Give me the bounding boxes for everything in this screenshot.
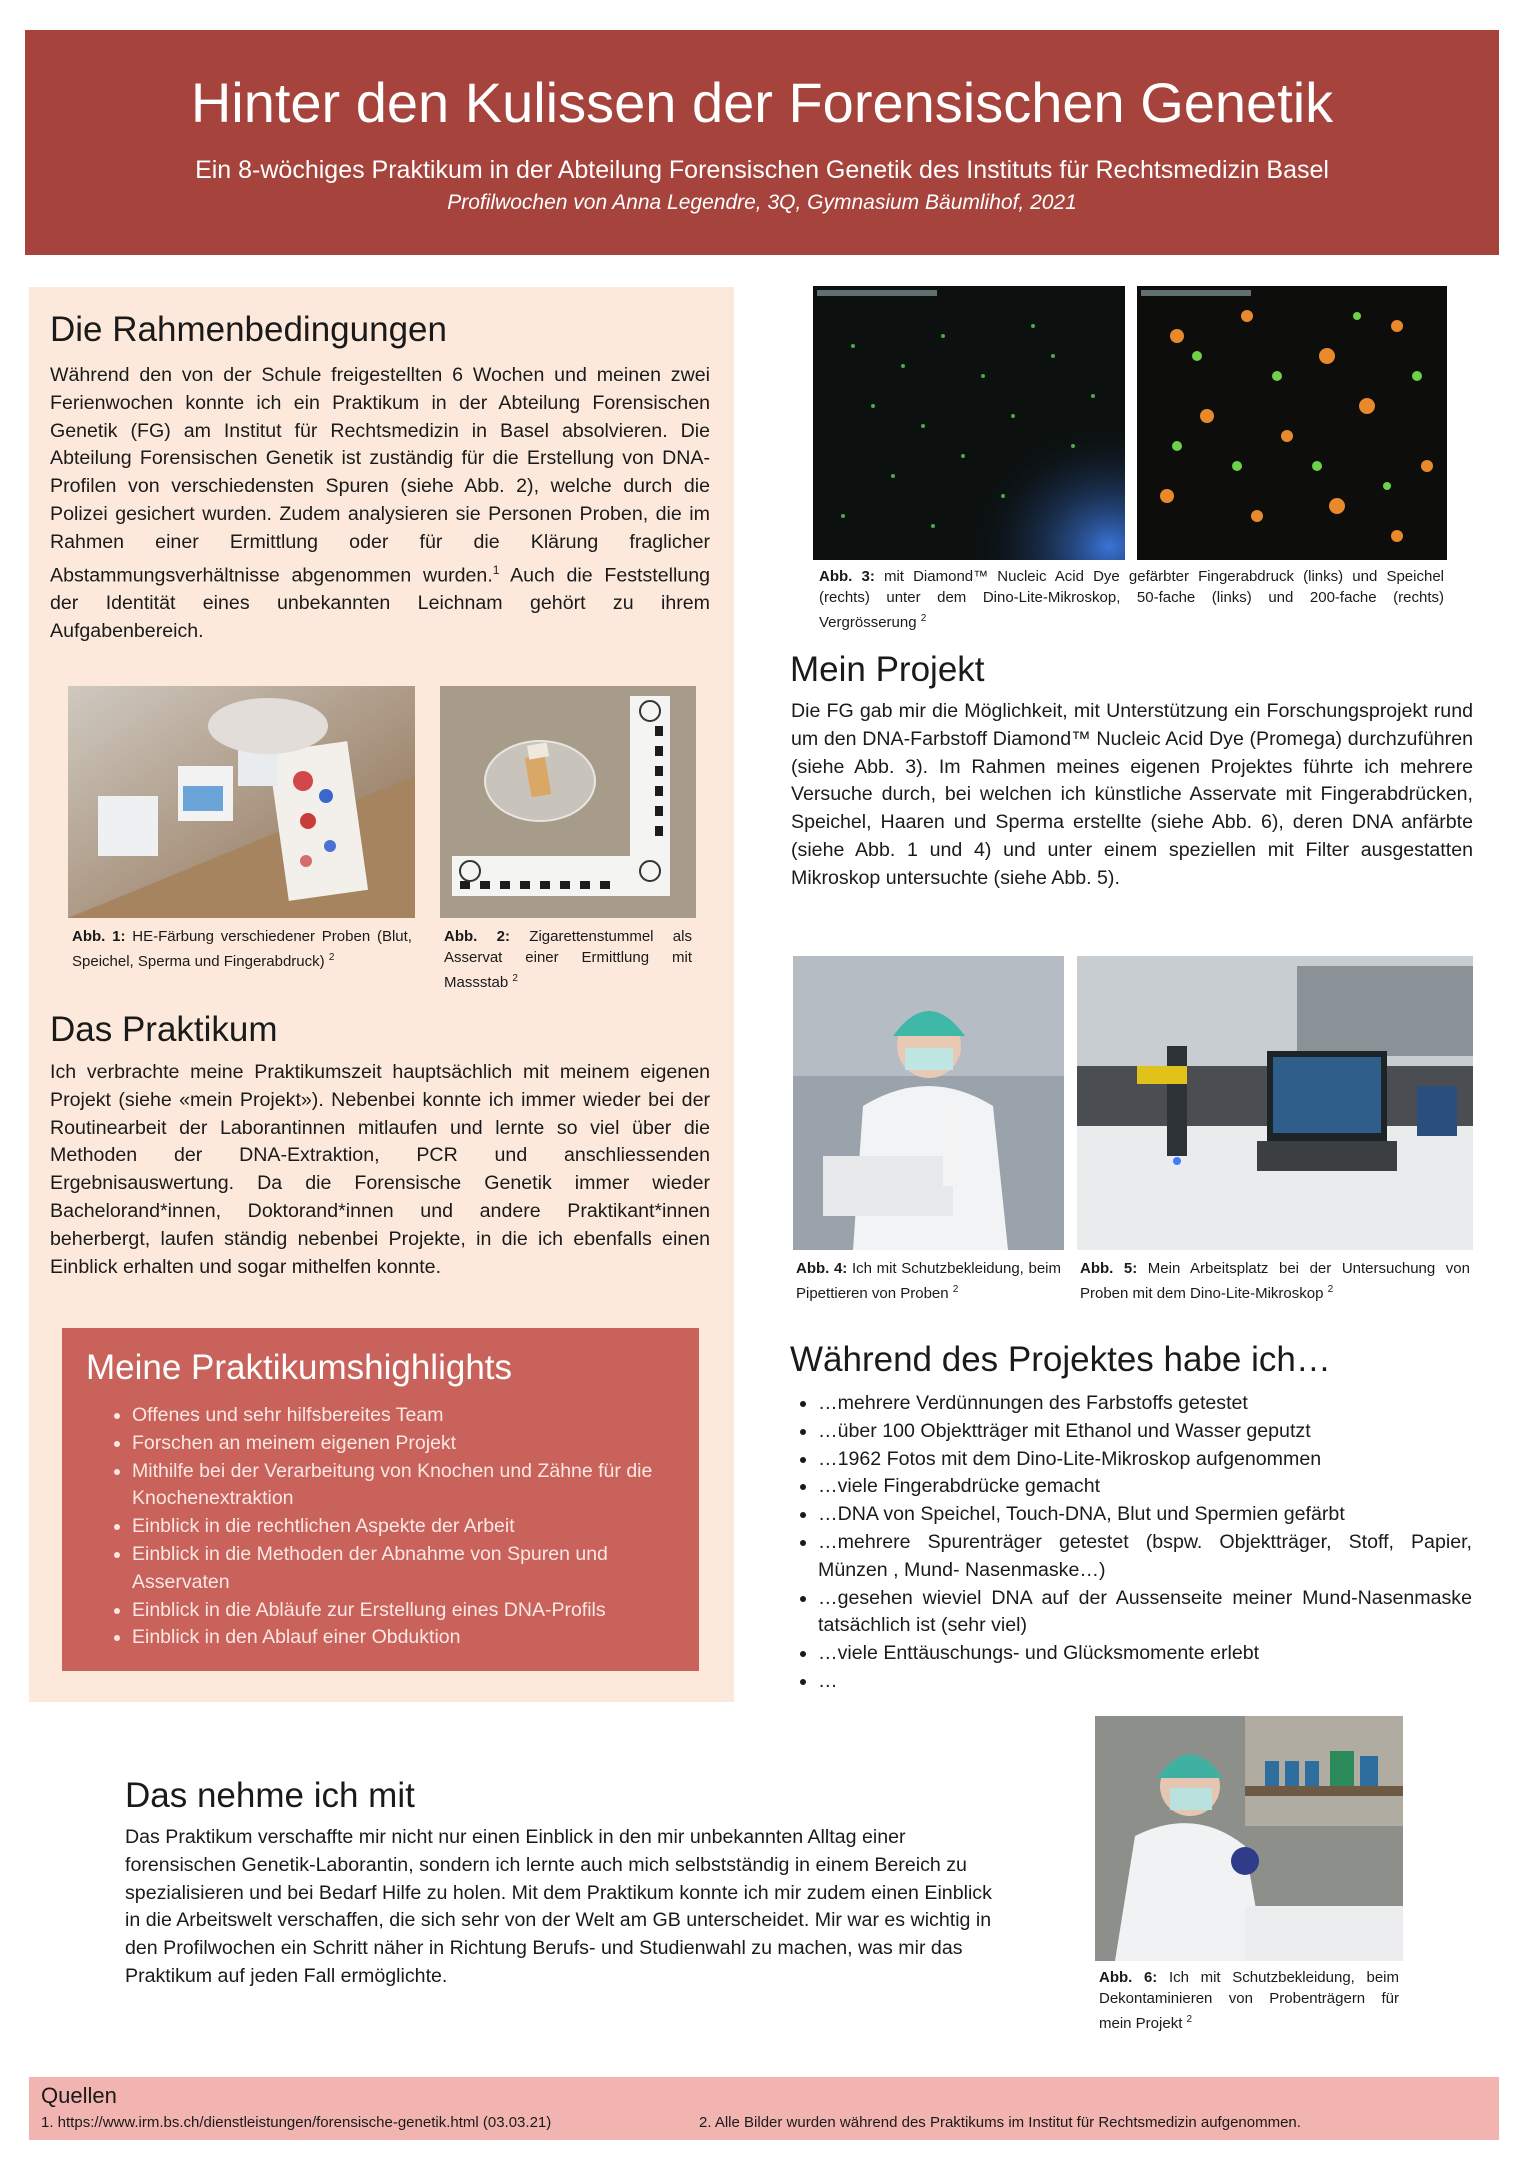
fig2-caption: Abb. 2: Zigarettenstummel als Asservat einer Ermittlung mit Massstab $^2$: [444, 928, 692, 991]
fig1-caption: Abb. 1: HE-Färbung verschiedener Proben (Blut, Speichel, Sperma und Fingerabdruck) $^2$: [72, 928, 412, 970]
fig5-caption: Abb. 5: Mein Arbeitsplatz bei der Untersuchung von Proben mit dem Dino-Lite-Mikroskop $^2$: [1080, 1260, 1470, 1302]
mitnehmen-text: Das Praktikum verschaffte mir nicht nur einen Einblick in den mir unbekannten Alltag einer forensischen Genetik-Laborantin, sondern ich lernte auch mich selbstständig in einem Bereich zu spezialisieren und bei Bedarf Hilfe zu holen. Mit dem Praktikum konnte ich mir zudem einen Einblick in die Arbeitswelt verschaffen, die sich sehr von der Welt am GB unterscheidet. Mir war es wichtig in den Profilwochen ein Schritt näher in Richtung Berufs- und Studienwahl zu machen, was mir das Praktikum auf jeden Fall ermöglichte.: [125, 1826, 992, 1987]
fig5-photo: [1077, 956, 1473, 1250]
poster-byline: Profilwochen von Anna Legendre, 3Q, Gymnasium Bäumlihof, 2021: [447, 190, 1077, 214]
fig6-photo: [1095, 1716, 1403, 1961]
fig3-photo-right: [1137, 286, 1447, 560]
list-item: • Einblick in die Abläufe zur Erstellung eines DNA-Profils: [132, 1597, 669, 1625]
fig2-photo: [440, 686, 696, 918]
waehrend-heading: Während des Projektes habe ich…: [790, 1340, 1331, 1379]
sources-bar: [29, 2077, 1499, 2140]
rahmen-heading: Die Rahmenbedingungen: [50, 310, 447, 349]
source-2: 2. Alle Bilder wurden während des Praktikums im Institut für Rechtsmedizin aufgenommen.: [699, 2114, 1301, 2131]
waehrend-list: [790, 1390, 1472, 1696]
list-item: • Mithilfe bei der Verarbeitung von Knochen und Zähne für die Knochenextraktion: [132, 1458, 669, 1514]
list-item: • …mehrere Spurenträger getestet (bspw. Objektträger, Stoff, Papier, Münzen , Mund- Nasenmaske…): [818, 1529, 1472, 1585]
highlights-box: [62, 1328, 699, 1671]
praktikum-heading: Das Praktikum: [50, 1010, 278, 1049]
sources-heading: Quellen: [41, 2083, 117, 2108]
rahmen-text: Während den von der Schule freigestellten 6 Wochen und meinen zwei Ferienwochen konnte ich ein Praktikum in der Abteilung Forensischen Genetik (FG) am Institut für Rechtsmedizin in Basel absolvieren. Die Abteilung Forensischen Genetik ist zuständig für die Erstellung von DNA-Profilen von verschiedensten Spuren (siehe Abb. 2), welche durch die Polizei gesichert wurden. Zudem analysieren sie Personen Proben, die im Rahmen einer Ermittlung oder für die Klärung fraglicher Abstammungsverhältnisse abgenommen wurden.$^1$ Auch die Feststellung der Identität eines unbekannten Leichnam gehört zu ihrem Aufgabenbereich.: [50, 364, 710, 642]
list-item: • Offenes und sehr hilfsbereites Team: [132, 1402, 669, 1430]
mitnehmen-heading: Das nehme ich mit: [125, 1776, 415, 1815]
highlights-heading: Meine Praktikumshighlights: [86, 1348, 513, 1387]
list-item: • …viele Enttäuschungs- und Glücksmomente erlebt: [818, 1640, 1472, 1668]
fig6-caption: Abb. 6: Ich mit Schutzbekleidung, beim Dekontaminieren von Probenträgern für mein Projekt $^2$: [1099, 1969, 1399, 2032]
list-item: • Forschen an meinem eigenen Projekt: [132, 1430, 669, 1458]
list-item: • …mehrere Verdünnungen des Farbstoffs getestet: [818, 1390, 1472, 1418]
highlights-list: [112, 1402, 669, 1652]
projekt-heading: Mein Projekt: [790, 650, 985, 689]
list-item: • …DNA von Speichel, Touch-DNA, Blut und Spermien gefärbt: [818, 1501, 1472, 1529]
list-item: • …1962 Fotos mit dem Dino-Lite-Mikroskop aufgenommen: [818, 1446, 1472, 1474]
projekt-text: Die FG gab mir die Möglichkeit, mit Unterstützung ein Forschungsprojekt rund um den DNA-Farbstoff Diamond™ Nucleic Acid Dye (Promega) durchzuführen (siehe Abb. 3). Im Rahmen meines eigenen Projektes führte ich mehrere Versuche durch, bei welchen ich künstliche Asservate mit Fingerabdrücken, Speichel, Haaren und Sperma erstellte (siehe Abb. 6), deren DNA anfärbte (siehe Abb. 1 und 4) und unter einem speziellen mit Filter ausgestatten Mikroskop untersuchte (siehe Abb. 5).: [791, 700, 1473, 889]
poster-subtitle: Ein 8-wöchiges Praktikum in der Abteilung Forensischen Genetik des Instituts für Rechtsmedizin Basel: [195, 155, 1329, 184]
list-item: • Einblick in die Methoden der Abnahme von Spuren und Asservaten: [132, 1541, 669, 1597]
list-item: • Einblick in den Ablauf einer Obduktion: [132, 1624, 669, 1652]
list-item: • …viele Fingerabdrücke gemacht: [818, 1473, 1472, 1501]
fig3-photo-left: [813, 286, 1125, 560]
fig1-photo: [68, 686, 415, 918]
list-item: • …: [818, 1668, 1472, 1696]
fig4-photo: [793, 956, 1064, 1250]
fig4-caption: Abb. 4: Ich mit Schutzbekleidung, beim Pipettieren von Proben $^2$: [796, 1260, 1061, 1302]
source-1: 1. https://www.irm.bs.ch/dienstleistungen/forensische-genetik.html (03.03.21): [41, 2114, 552, 2131]
list-item: • Einblick in die rechtlichen Aspekte der Arbeit: [132, 1513, 669, 1541]
fig3-caption: Abb. 3: mit Diamond™ Nucleic Acid Dye gefärbter Fingerabdruck (links) und Speichel (rechts) unter dem Dino-Lite-Mikroskop, 50-fache (links) und 200-fache (rechts) Vergrösserung $^2$: [819, 568, 1444, 631]
poster-header: [25, 30, 1499, 255]
poster-title: Hinter den Kulissen der Forensischen Genetik: [190, 71, 1334, 134]
list-item: • …gesehen wieviel DNA auf der Aussenseite meiner Mund-Nasenmaske tatsächlich ist (sehr viel): [818, 1585, 1472, 1641]
list-item: • …über 100 Objektträger mit Ethanol und Wasser geputzt: [818, 1418, 1472, 1446]
praktikum-text: Ich verbrachte meine Praktikumszeit hauptsächlich mit meinem eigenen Projekt (siehe «mein Projekt»). Nebenbei konnte ich immer wieder bei der Routinearbeit der Laborantinnen mitlaufen und lernte so viel über die Methoden der DNA-Extraktion, PCR und anschliessenden Ergebnisauswertung. Da die Forensische Genetik immer wieder Bachelorand*innen, Doktorand*innen und andere Praktikant*innen beherbergt, laufen ständig nebenbei Projekte, in die ich ebenfalls einen Einblick erhalten und sogar mithelfen konnte.: [50, 1061, 710, 1278]
